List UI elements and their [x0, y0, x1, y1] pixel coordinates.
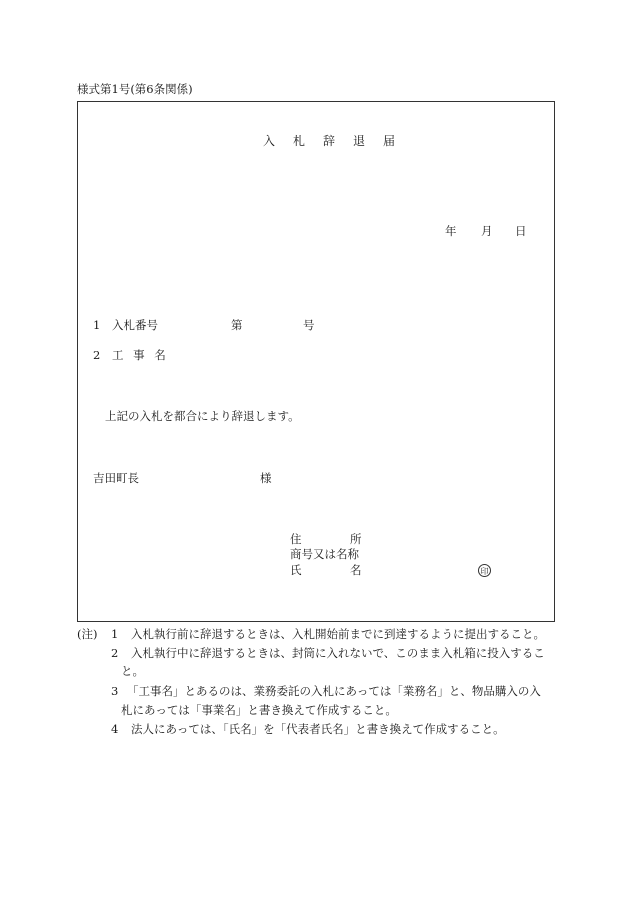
seal-mark: 印 — [478, 564, 491, 577]
name-label-1: 氏 — [290, 563, 302, 577]
item2-number: 2 — [93, 348, 101, 362]
form-label: 様式第1号(第6条関係) — [77, 82, 193, 96]
item1-number: 1 — [93, 318, 101, 332]
statement: 上記の入札を都合により辞退します。 — [105, 409, 300, 423]
item1-dai: 第 — [231, 318, 243, 332]
address-label-1: 住 — [290, 532, 302, 546]
name-label-2: 名 — [350, 563, 362, 577]
item1-go: 号 — [303, 318, 315, 332]
note-4-number: 4 — [111, 722, 119, 736]
note-2-number: 2 — [111, 646, 119, 660]
addressee-sama: 様 — [260, 471, 272, 485]
date-month: 月 — [481, 224, 493, 238]
note-2-line-1: 入札執行中に辞退するときは、封筒に入れないで、このまま入札箱に投入するこ — [131, 646, 545, 660]
note-4-line-1: 法人にあっては、「氏名」を「代表者氏名」と書き換えて作成すること。 — [131, 722, 505, 736]
address-label-2: 所 — [350, 532, 362, 546]
note-2-line-2: と。 — [121, 664, 144, 678]
note-1-line-1: 入札執行前に辞退するときは、入札開始前までに到達するように提出すること。 — [131, 627, 545, 641]
item2-label: 工 事 名 — [112, 348, 169, 362]
date-day: 日 — [515, 224, 527, 238]
note-1-number: 1 — [111, 627, 119, 641]
item1-label: 入札番号 — [112, 318, 158, 332]
addressee-name: 吉田町長 — [93, 471, 139, 485]
company-label: 商号又は名称 — [290, 547, 359, 561]
note-3-line-1: 「工事名」とあるのは、業務委託の入札にあっては「業務名」と、物品購入の入 — [127, 684, 541, 698]
notes-heading: (注) — [77, 627, 98, 641]
date-year: 年 — [445, 224, 457, 238]
note-3-number: 3 — [111, 684, 119, 698]
note-3-line-2: 札にあっては「事業名」と書き換えて作成すること。 — [121, 703, 397, 717]
document-title: 入札辞退届 — [263, 134, 414, 148]
